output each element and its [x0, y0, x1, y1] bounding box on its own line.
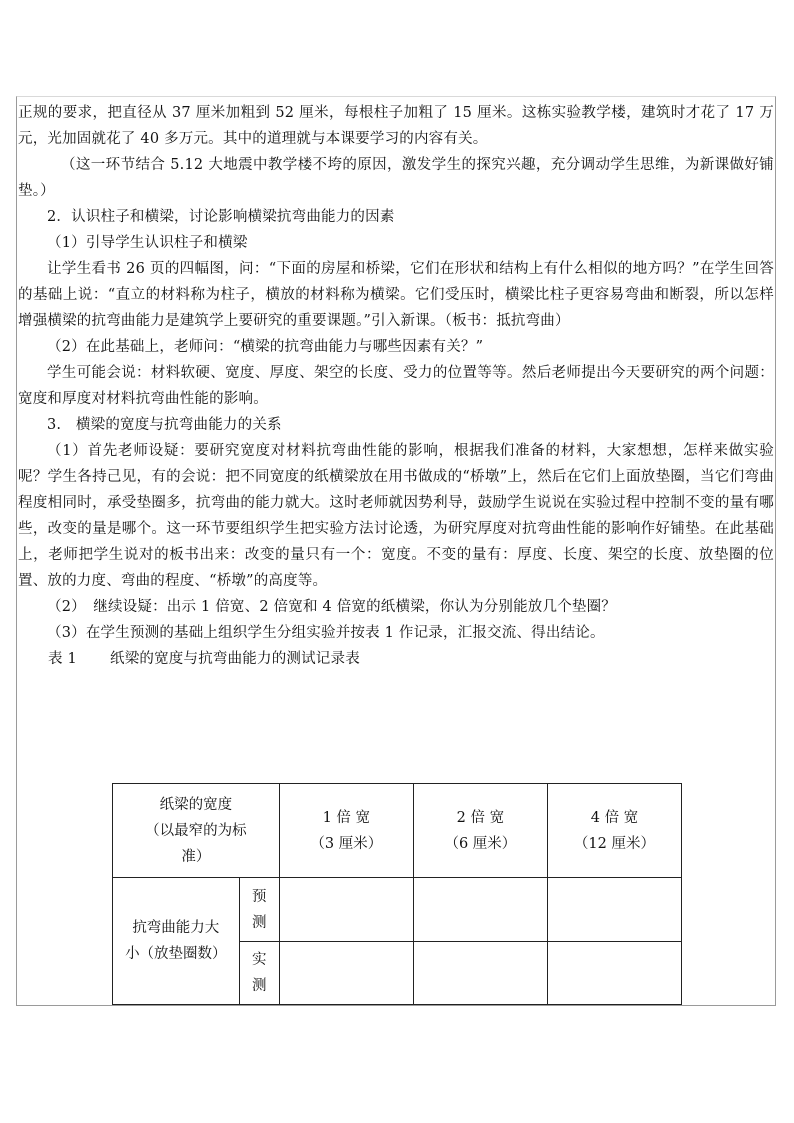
header-col-2x: 2 倍 宽 （6 厘米） [413, 784, 547, 878]
paragraph: （2）在此基础上，老师问：“横梁的抗弯曲能力与哪些因素有关？” [47, 339, 484, 355]
subsection-heading: （1）引导学生认识柱子和横梁 [47, 235, 248, 251]
table-header-row [113, 784, 682, 878]
cell-predict-4x[interactable] [547, 878, 681, 941]
row-label-capacity: 抗弯曲能力大 小（放垫圈数） [113, 878, 240, 1005]
table-caption [48, 646, 774, 672]
paragraph: 学生可能会说：材料软硬、宽度、厚度、架空的长度、受力的位置等等。然后老师提出今天要研究的两个问题：宽度和厚度对材料抗弯曲性能的影响。 [18, 365, 774, 407]
cell-actual-2x[interactable] [413, 941, 547, 1004]
paragraph: （3）在学生预测的基础上组织学生分组实验并按表 1 作记录，汇报交流、得出结论。 [47, 625, 605, 641]
header-width-label: 纸梁的宽度 （以最窄的为标 准） [113, 784, 280, 878]
paragraph: （这一环节结合 5.12 大地震中教学楼不垮的原因，激发学生的探究兴趣，充分调动学生思维，为新课做好铺垫。） [18, 157, 774, 199]
cell-predict-2x[interactable] [413, 878, 547, 941]
paragraph: （1）首先老师设疑：要研究宽度对材料抗弯曲性能的影响，根据我们准备的材料，大家想想，怎样来做实验呢？学生各持己见，有的会说：把不同宽度的纸横梁放在用书做成的“桥墩”上，然后在它们上面放垫圈，当它们弯曲程度相同时，承受垫圈多，抗弯曲的能力就大。这时老师就因势利导，鼓励学生说说在实验过程中控制不变的量有哪些，改变的量是哪个。这一环节要组织学生把实验方法讨论透，为研究厚度对抗弯曲性能的影响作好铺垫。在此基础上，老师把学生说对的板书出来：改变的量只有一个：宽度。不变的量有：厚度、长度、架空的长度、放垫圈的位置、放的力度、弯曲的程度、“桥墩”的高度等。 [18, 443, 774, 589]
section-heading: 2．认识柱子和横梁，讨论影响横梁抗弯曲能力的因素 [47, 209, 395, 225]
cell-actual-4x[interactable] [547, 941, 681, 1004]
sub-label-actual: 实 测 [239, 941, 279, 1004]
table-row-predict [113, 878, 682, 941]
record-table [112, 783, 682, 1005]
paragraph: 让学生看书 26 页的四幅图，问：“下面的房屋和桥梁，它们在形状和结构上有什么相似的地方吗？”在学生回答的基础上说：“直立的材料称为柱子，横放的材料称为横梁。它们受压时，横梁比柱子更容易弯曲和断裂，所以怎样增强横梁的抗弯曲能力是建筑学上要研究的重要课题。”引入新课。（板书：抵抗弯曲） [18, 261, 774, 329]
document-body [18, 100, 774, 672]
table-caption-label: 表 1 [48, 651, 77, 667]
paragraph: 正规的要求，把直径从 37 厘米加粗到 52 厘米，每根柱子加粗了 15 厘米。这栋实验教学楼，建筑时才花了 17 万元，光加固就花了 40 多万元。其中的道理就与本课要学习的内容有关。 [18, 105, 774, 147]
header-col-1x: 1 倍 宽 （3 厘米） [279, 784, 413, 878]
header-col-4x: 4 倍 宽 （12 厘米） [547, 784, 681, 878]
paragraph: （2） 继续设疑：出示 1 倍宽、2 倍宽和 4 倍宽的纸横梁，你认为分别能放几个垫圈？ [47, 599, 616, 615]
table-caption-title: 纸梁的宽度与抗弯曲能力的测试记录表 [110, 651, 360, 667]
cell-actual-1x[interactable] [279, 941, 413, 1004]
section-heading: 3. 横梁的宽度与抗弯曲能力的关系 [47, 417, 282, 433]
cell-predict-1x[interactable] [279, 878, 413, 941]
sub-label-predict: 预 测 [239, 878, 279, 941]
